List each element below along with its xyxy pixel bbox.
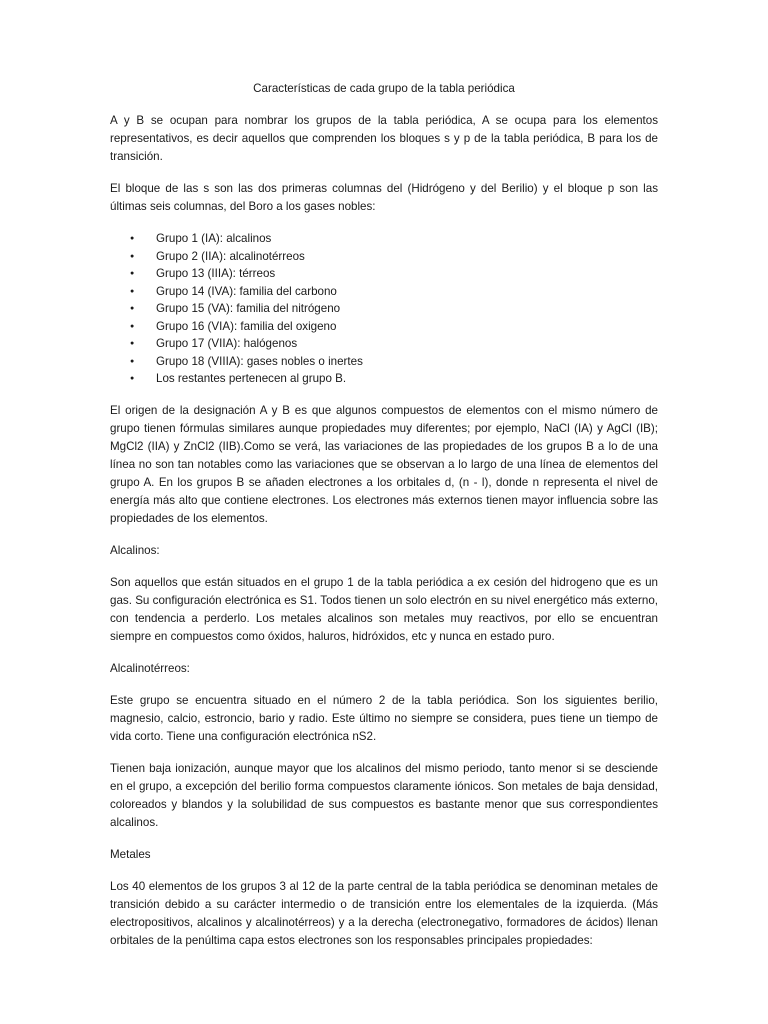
list-item: ● Grupo 14 (IVA): familia del carbono <box>110 283 658 301</box>
paragraph-blocks: El bloque de las s son las dos primeras columnas del (Hidrógeno y del Berilio) y el bloque p son las últimas seis columnas, del Boro a los gases nobles: <box>110 182 658 213</box>
paragraph-alcalinoterreos-1: Este grupo se encuentra situado en el número 2 de la tabla periódica. Son los siguientes berilio, magnesio, calcio, estroncio, bario y radio. Este último no siempre se considera, pues tiene un tiempo de vida corto. Tiene una configuración electrónica nS2. <box>110 693 658 743</box>
paragraph-metales: Los 40 elementos de los grupos 3 al 12 de la parte central de la tabla periódica se denominan metales de transición debido a su carácter intermedio o de transición entre los elementales de la izquierda. (Más electropositivos, alcalinos y alcalinotérreos) y a la derecha (electronegativo, formadores de ácidos) llenan orbitales de la penúltima capa estos electrones son los responsables principales propiedades: <box>110 879 658 947</box>
paragraph-origin: El origen de la designación A y B es que algunos compuestos de elementos con el mismo número de grupo tienen fórmulas similares aunque propiedades muy diferentes; por ejemplo, NaCl (IA) y AgCl (IB); MgCl2 (IIA) y ZnCl2 (IIB).Como se verá, las variaciones de las propiedades de los grupos B a lo de una línea no son tan notables como las variaciones que se observan a lo largo de una línea de elementos del grupo A. En los grupos B se añaden electrones a los orbitales d, (n - l), donde n representa el nivel de energía más alto que contiene electrones. Los electrones más externos tienen mayor influencia sobre las propiedades de los elementos. <box>110 403 658 525</box>
document-title: Características de cada grupo de la tabla periódica <box>253 82 515 95</box>
list-item: ● Grupo 18 (VIIIA): gases nobles o inertes <box>110 353 658 371</box>
paragraph-alcalinos: Son aquellos que están situados en el grupo 1 de la tabla periódica a ex cesión del hidrogeno que es un gas. Su configuración electrónica es S1. Todos tienen un solo electrón en su nivel energético más externo, con tendencia a perderlo. Los metales alcalinos son metales muy reactivos, por ello se encuentran siempre en compuestos como óxidos, haluros, hidróxidos, etc y nunca en estado puro. <box>110 575 658 643</box>
section-heading-metales: Metales <box>110 847 151 861</box>
list-item: ● Los restantes pertenecen al grupo B. <box>110 370 658 388</box>
list-item: ● Grupo 2 (IIA): alcalinotérreos <box>110 248 658 266</box>
section-heading-alcalinos: Alcalinos: <box>110 543 160 557</box>
list-item: ● Grupo 1 (IA): alcalinos <box>110 230 658 248</box>
list-item: ● Grupo 16 (VIA): familia del oxigeno <box>110 318 658 336</box>
group-list <box>110 230 658 388</box>
section-heading-alcalinoterreos: Alcalinotérreos: <box>110 661 190 675</box>
list-item: ● Grupo 13 (IIIA): térreos <box>110 265 658 283</box>
list-item: ● Grupo 17 (VIIA): halógenos <box>110 335 658 353</box>
list-item: ● Grupo 15 (VA): familia del nitrógeno <box>110 300 658 318</box>
paragraph-alcalinoterreos-2: Tienen baja ionización, aunque mayor que los alcalinos del mismo periodo, tanto menor si se desciende en el grupo, a excepción del berilio forma compuestos claramente iónicos. Son metales de baja densidad, coloreados y blandos y la solubilidad de sus compuestos es bastante menor que sus correspondientes alcalinos. <box>110 761 658 829</box>
paragraph-intro: A y B se ocupan para nombrar los grupos de la tabla periódica, A se ocupa para los elementos representativos, es decir aquellos que comprenden los bloques s y p de la tabla periódica, B para los de transición. <box>110 114 658 163</box>
